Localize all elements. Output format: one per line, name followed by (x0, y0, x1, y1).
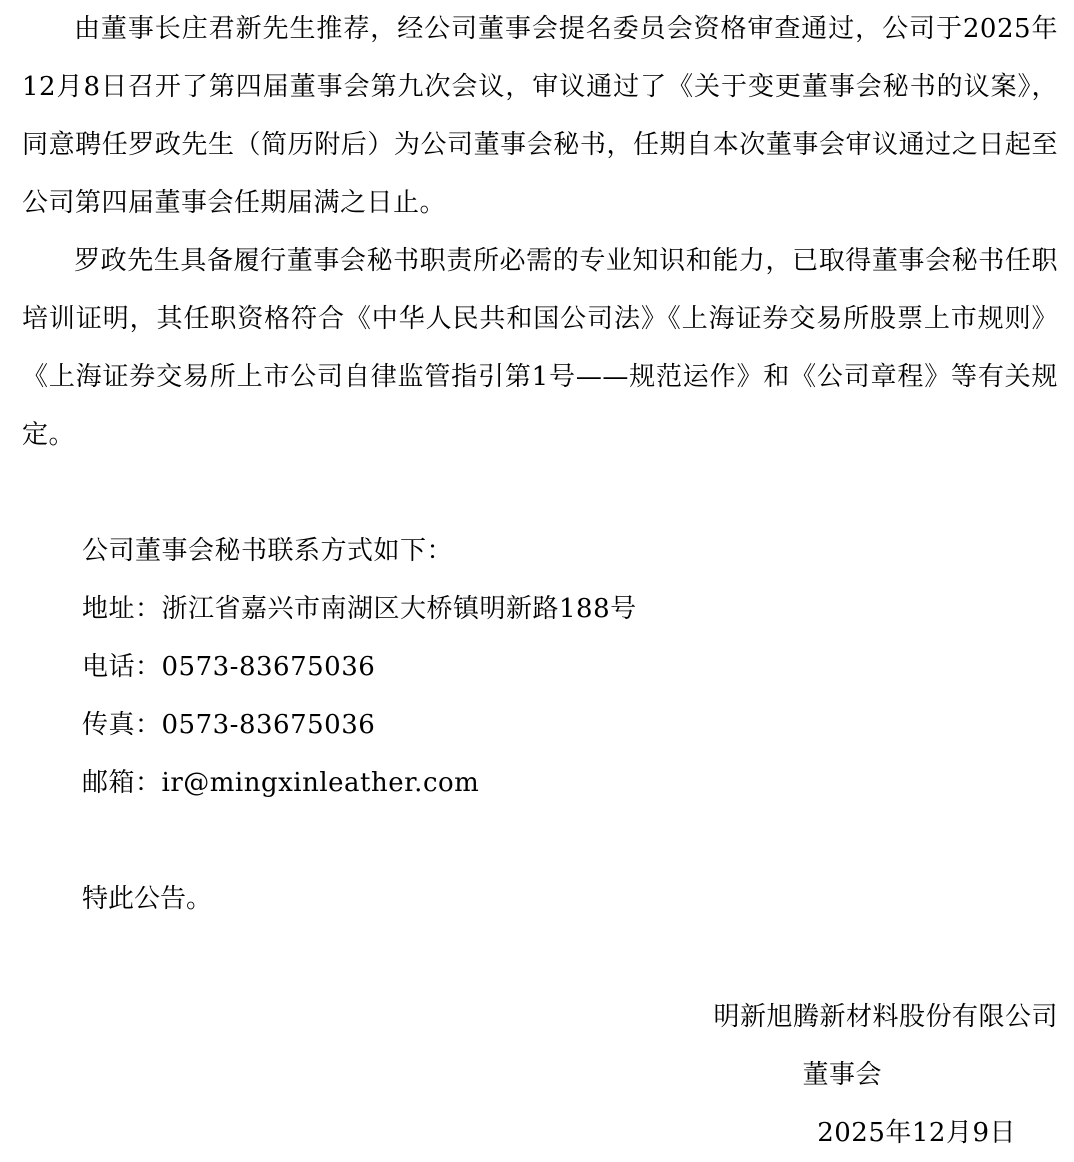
signature-company: 明新旭腾新材料股份有限公司 (713, 1002, 1058, 1032)
contact-address: 地址：浙江省嘉兴市南湖区大桥镇明新路188号 (82, 594, 637, 624)
paragraph-qualification: 罗政先生具备履行董事会秘书职责所必需的专业知识和能力，已取得董事会秘书任职培训证明，其任职资格符合《中华人民共和国公司法》《上海证券交易所股票上市规则》《上海证券交易所上市公司自律监管指引第1号——规范运作》和《公司章程》等有关规定。 (22, 246, 1058, 450)
spacer (22, 464, 1058, 522)
paragraph-appointment: 由董事长庄君新先生推荐，经公司董事会提名委员会资格审查通过，公司于2025年12月8日召开了第四届董事会第九次会议，审议通过了《关于变更董事会秘书的议案》，同意聘任罗政先生（简历附后）为公司董事会秘书，任期自本次董事会审议通过之日起至公司第四届董事会任期届满之日止。 (22, 14, 1058, 218)
signature-board: 董事会 (802, 1060, 882, 1090)
contact-phone: 电话：0573-83675036 (82, 652, 376, 682)
signature-date: 2025年12月9日 (817, 1118, 1016, 1148)
announcement-page (22, 0, 1058, 1148)
contact-intro: 公司董事会秘书联系方式如下： (82, 536, 454, 566)
contact-email: 邮箱：ir@mingxinleather.com (82, 768, 480, 798)
contact-fax: 传真：0573-83675036 (82, 710, 376, 740)
spacer (22, 812, 1058, 870)
closing-statement: 特此公告。 (82, 884, 213, 914)
